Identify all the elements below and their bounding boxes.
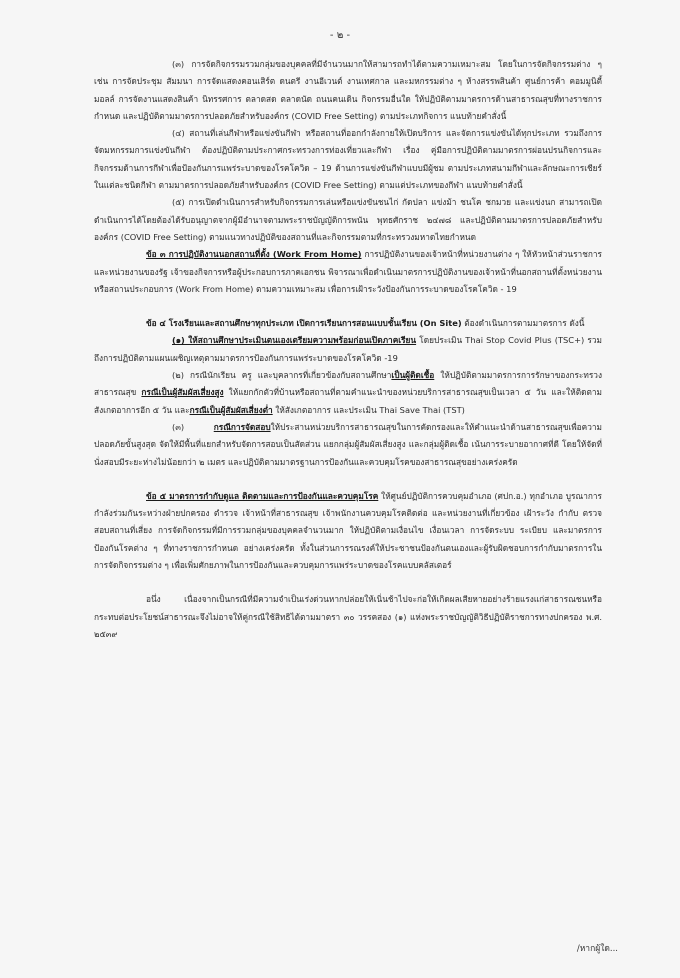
- section-4-text: ต้องดำเนินการตามมาตรการ ดังนี้: [461, 318, 585, 329]
- item-2-low-risk: กรณีเป็นผู้สัมผัสเสี่ยงต่ำ: [189, 404, 273, 415]
- section-3-heading: ข้อ ๓ การปฏิบัติงานนอกสถานที่ตั้ง (Work From Home): [146, 249, 362, 260]
- section-4-heading: ข้อ ๔ โรงเรียนและสถานศึกษาทุกประเภท เปิดการเรียนการสอนแบบชั้นเรียน (On Site): [146, 318, 462, 329]
- page-number: - ๒ -: [329, 30, 351, 41]
- section-5: [94, 488, 602, 574]
- paragraph-item-5: (๕) การเปิดดำเนินการสำหรับกิจกรรมการเล่นหรือแข่งขันชนไก่ กัดปลา แข่งม้า ชนโค ชกมวย และแข่งนก สามารถเปิดดำเนินการได้โดยต้องได้รับอนุญาตจากผู้มีอำนาจตามพระราชบัญญัติการพนัน พุทธศักราช ๒๔๗๘ และปฏิบัติตามมาตรการปลอดภัยสำหรับองค์กร (COVID Free Setting) ตามแนวทางปฏิบัติของสถานที่และกิจกรรมตามที่กระทรวงมหาดไทยกำหนด: [94, 197, 602, 242]
- section-4: [94, 315, 602, 332]
- document-body: [94, 56, 602, 643]
- section-4-item-1: [94, 332, 602, 367]
- item-3-text: ให้ประสานหน่วยบริการสาธารณสุขในการคัดกรองและให้คำแนะนำด้านสาธารณสุขเพื่อความปลอดภัยขั้นสูงสุด จัดให้มีพื้นที่แยกสำหรับจัดการสอบเป็นสัดส่วน แยกกลุ่มผู้สัมผัสเสี่ยงสูง และกลุ่มผู้ติดเชื้อ เน้นการระบายอากาศที่ดี โดยให้จัดที่นั่งสอบมีระยะห่างไม่น้อยกว่า ๒ เมตร และปฏิบัติตามมาตรฐานการป้องกันและควบคุมโรคของสาธารณสุขอย่างเคร่งครัด: [94, 421, 602, 467]
- item-2-text-c: ให้ปฏิบัติตามมาตรการการรักษาของกระทรวงสาธารณสุข: [94, 370, 602, 398]
- section-4-item-3: [94, 419, 602, 471]
- item-3-exam: กรณีการจัดสอบ: [213, 421, 271, 432]
- item-2-text-e: ให้แยกกักตัวที่บ้านหรือสถานที่ตามคำแนะนำของหน่วยบริการสาธารณสุขเป็นเวลา ๕ วัน และให้ติดตามสังเกตอาการอีก ๕ วัน และ: [94, 387, 602, 415]
- item-3-number: (๓): [172, 421, 214, 432]
- section-4-item-1-text: โดยประเมิน Thai Stop Covid Plus (TSC+) รวมถึงการปฏิบัติตามแผนเผชิญเหตุตามมาตรการป้องกันการแพร่ระบาดของโรคโควิด -19: [94, 335, 602, 363]
- item-2-infected: เป็นผู้ติดเชื้อ: [391, 370, 435, 381]
- section-3-text: การปฏิบัติงานของเจ้าหน้าที่หน่วยงานต่าง ๆ ให้หัวหน้าส่วนราชการและหน่วยงานของรัฐ เจ้าของกิจการหรือผู้ประกอบการภาคเอกชน พิจารณาเพื่อดำเนินมาตรการปฏิบัติงานของเจ้าหน้าที่นอกสถานที่ตั้งหน่วยงานหรือสถานประกอบการ (Work From Home) ตามความเหมาะสม เพื่อการเฝ้าระวังป้องกันการระบาดของโรคโควิด - 19: [94, 249, 602, 294]
- section-3: [94, 246, 602, 298]
- item-2-high-risk: กรณีเป็นผู้สัมผัสเสี่ยงสูง: [141, 387, 224, 398]
- section-4-item-1-heading: (๑) ให้สถานศึกษาประเมินตนเองเตรียมความพร้อมก่อนเปิดภาคเรียน: [172, 335, 417, 346]
- section-5-heading: ข้อ ๕ มาตรการกำกับดูแล ติดตามและการป้องกันและควบคุมโรค: [146, 490, 379, 501]
- closing-paragraph: อนึ่ง เนื่องจากเป็นกรณีที่มีความจำเป็นเร่งด่วนหากปล่อยให้เนิ่นช้าไปจะก่อให้เกิดผลเสียหายอย่างร้ายแรงแก่สาธารณชนหรือกระทบต่อประโยชน์สาธารณะจึงไม่อาจให้คู่กรณีใช้สิทธิได้ตามมาตรา ๓๐ วรรคสอง (๑) แห่งพระราชบัญญัติวิธีปฏิบัติราชการทางปกครอง พ.ศ. ๒๕๓๙: [94, 594, 602, 639]
- paragraph-item-4: (๔) สถานที่เล่นกีฬาหรือแข่งขันกีฬา หรือสถานที่ออกกำลังกายให้เปิดบริการ และจัดการแข่งขันได้ทุกประเภท รวมถึงการจัดมหกรรมการแข่งขันกีฬา ต้องปฏิบัติตามประกาศกระทรวงการท่องเที่ยวและกีฬา เรื่อง คู่มือการปฏิบัติตามมาตรการผ่อนปรนกิจการและกิจกรรมด้านการกีฬาเพื่อป้องกันการแพร่ระบาดของโรคโควิด – 19 ด้านการแข่งขันกีฬาแบบมีผู้ชม ตามประเภทสนามกีฬาและลักษณะการเชียร์ในแต่ละชนิดกีฬา ตามมาตรการปลอดภัยสำหรับองค์กร (COVID Free Setting) ตามแต่ประเภทของกีฬา แนบท้ายคำสั่งนี้: [94, 128, 602, 191]
- paragraph-item-3: (๓) การจัดกิจกรรมรวมกลุ่มของบุคคลที่มีจำนวนมากให้สามารถทำได้ตามความเหมาะสม โดยในการจัดกิจกรรมต่าง ๆ เช่น การจัดประชุม สัมมนา การจัดแสดงคอนเสิร์ต ดนตรี งานอีเวนต์ งานเทศกาล และมหกรรมต่าง ๆ ห้างสรรพสินค้า ศูนย์การค้า คอมมูนิตี้มอลล์ การจัดงานแสดงสินค้า นิทรรศการ ตลาดสด ตลาดนัด ถนนคนเดิน กิจกรรมอื่นใด ให้ปฏิบัติตามมาตรการด้านสาธารณสุขที่ทางราชการกำหนด และปฏิบัติตามมาตรการปลอดภัยสำหรับองค์กร (COVID Free Setting) ตามประเภทกิจการ แนบท้ายคำสั่งนี้: [94, 59, 602, 121]
- section-4-item-2: [94, 367, 602, 419]
- item-2-text-g: ให้สังเกตอาการ และประเมิน Thai Save Thai (TST): [272, 404, 465, 415]
- continuation-note: /หากผู้ใด...: [576, 944, 618, 954]
- section-5-text: ให้ศูนย์ปฏิบัติการควบคุมอำเภอ (ศปก.อ.) ทุกอำเภอ บูรณาการกำลังร่วมกันระหว่างฝ่ายปกครอง ตำรวจ เจ้าหน้าที่สาธารณสุข เจ้าพนักงานควบคุมโรคติดต่อ และหน่วยงานที่เกี่ยวข้อง เฝ้าระวัง กำกับ ตรวจสอบสถานที่เสี่ยง การจัดกิจกรรมที่มีการรวมกลุ่มของบุคคลจำนวนมาก ให้ปฏิบัติตามเงื่อนไข เงื่อนเวลา การจัดระบบ ระเบียบ และมาตรการป้องกันโรคต่าง ๆ ที่ทางราชการกำหนด อย่างเคร่งครัด ทั้งในส่วนการรณรงค์ให้ประชาชนป้องกันตนเองและผู้รับผิดชอบการกำกับมาตรการในการจัดกิจกรรมต่าง ๆ เพื่อเพิ่มศักยภาพในการป้องกันและควบคุมการแพร่ระบาดของโรคแบบคลัสเตอร์: [94, 490, 602, 571]
- item-2-text-a: (๒) กรณีนักเรียน ครู และบุคลากรที่เกี่ยวข้องกับสถานศึกษา: [172, 370, 392, 381]
